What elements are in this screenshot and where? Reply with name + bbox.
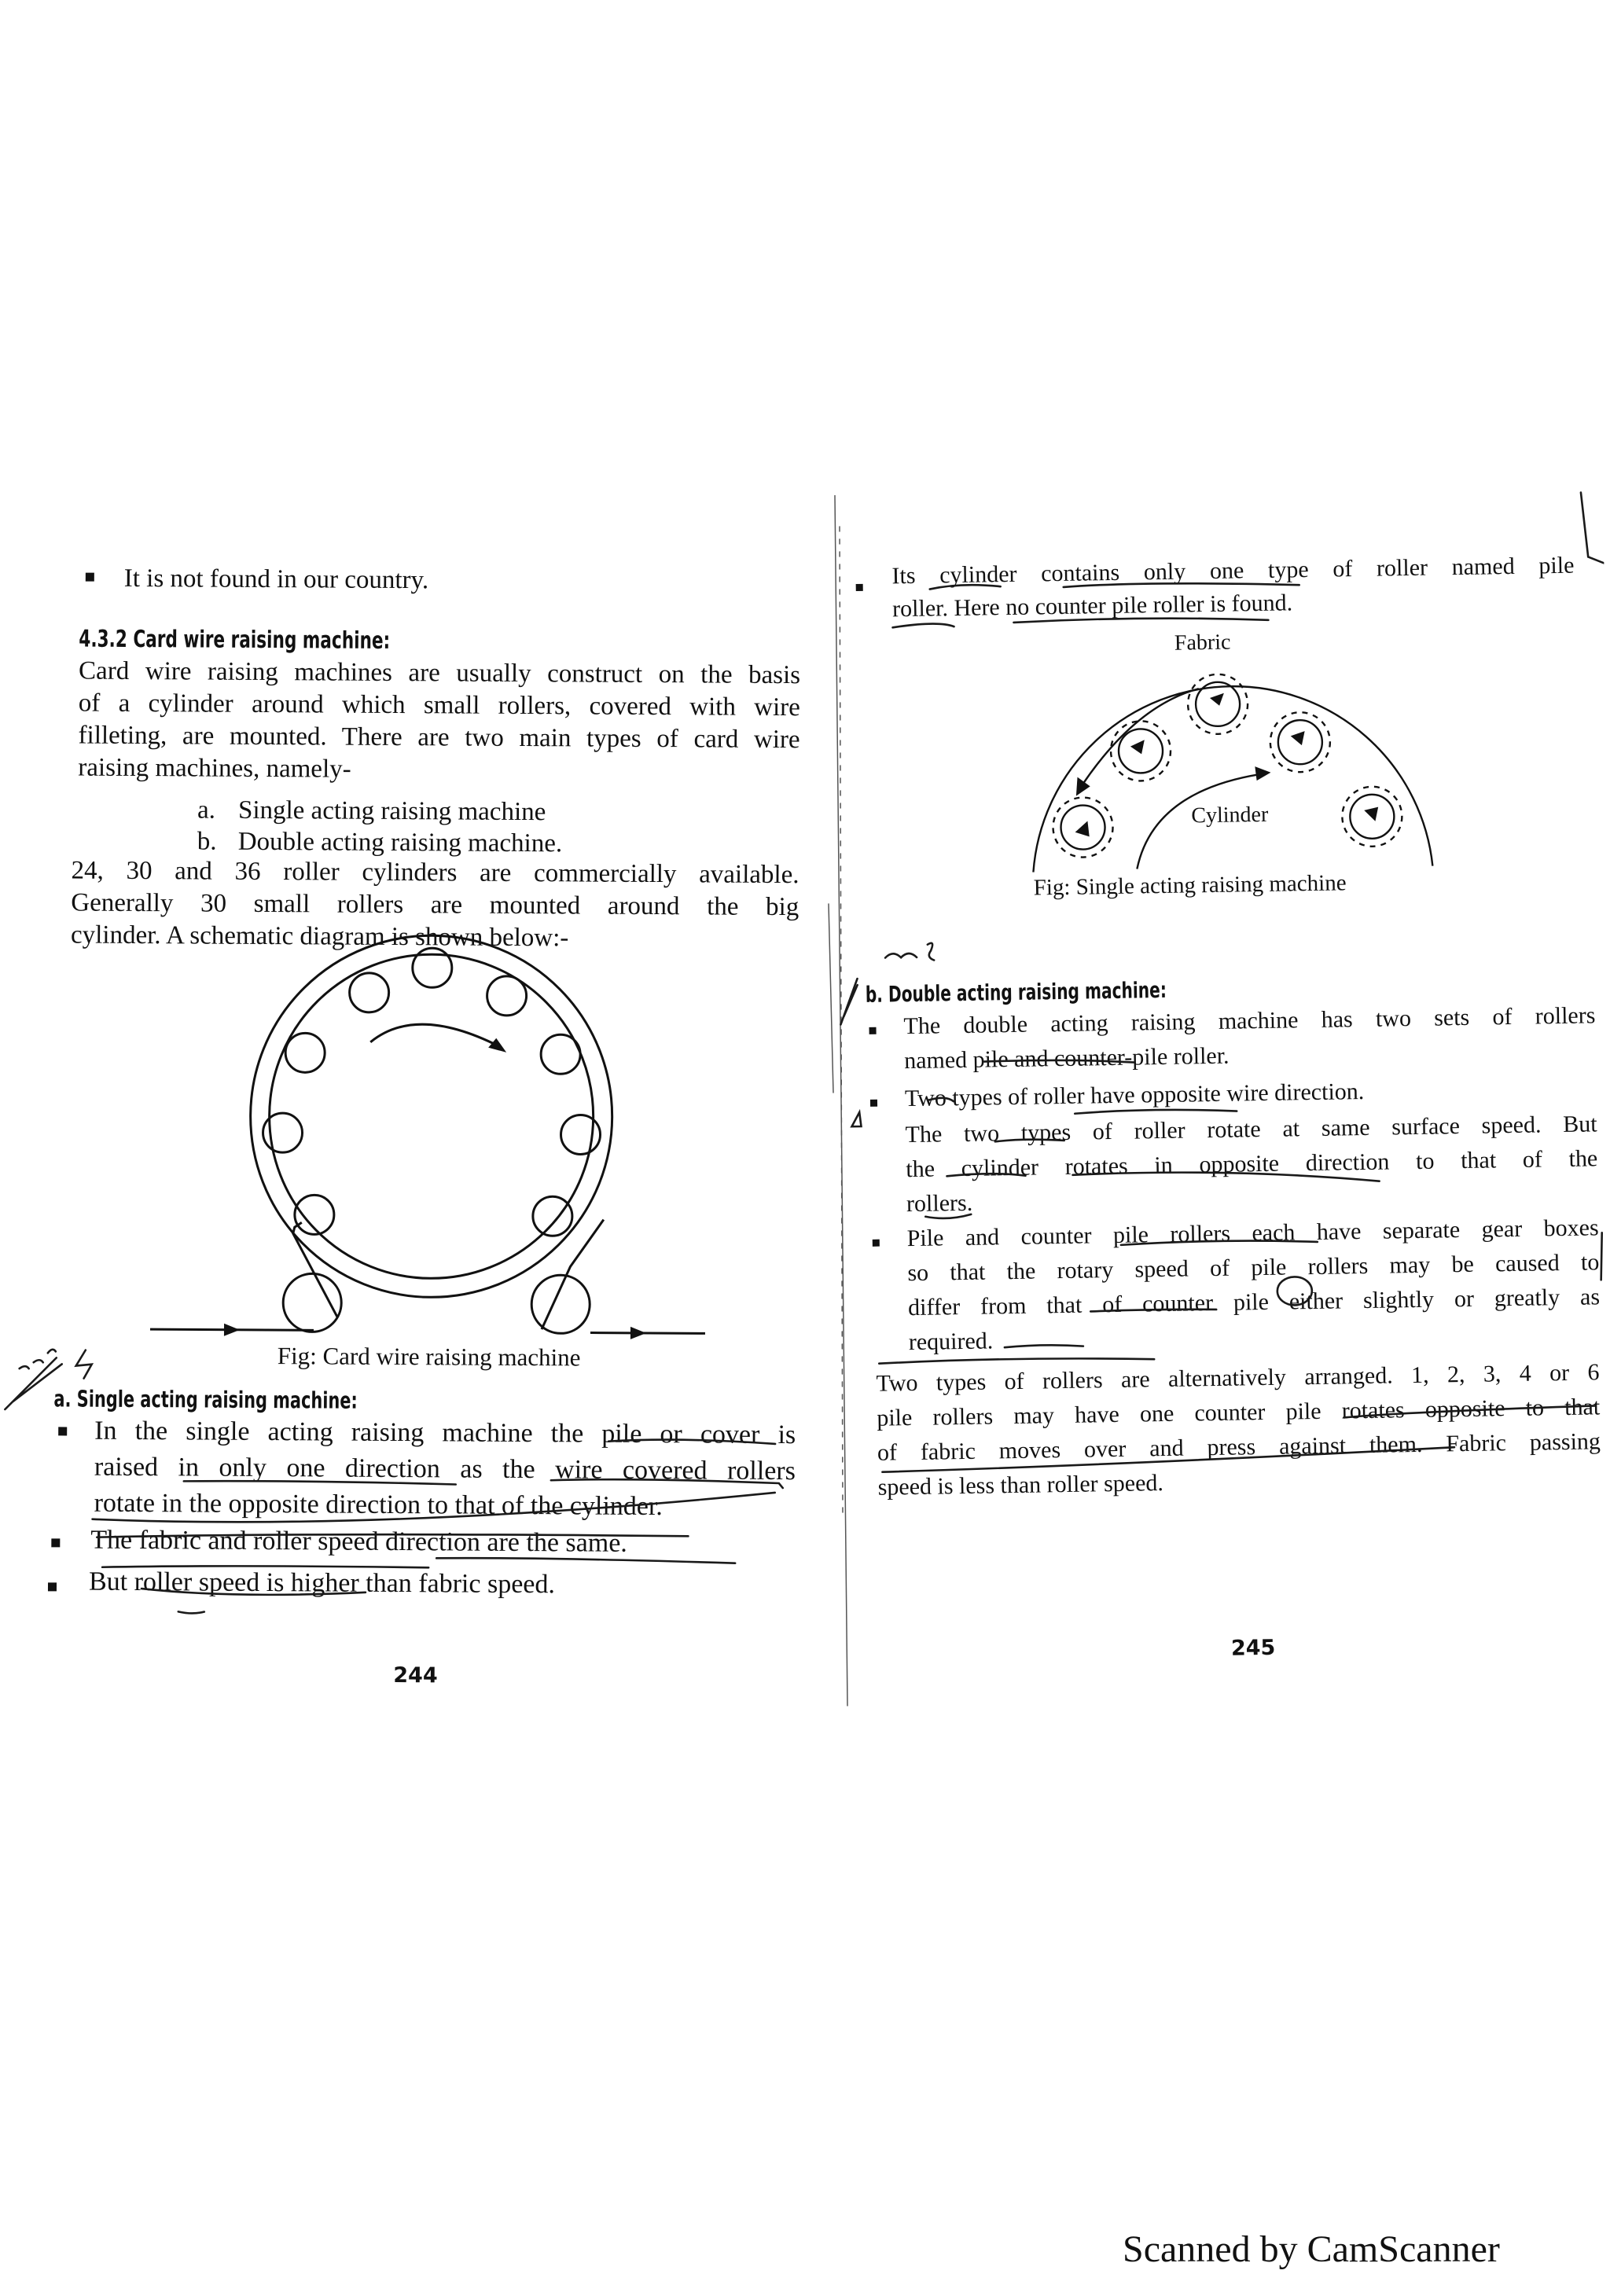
bullet-line: In the single acting raising machine the pile or cover is <box>94 1416 796 1450</box>
type-item: Single acting raising machine <box>237 795 546 827</box>
bullet-line: required. <box>908 1328 994 1356</box>
right-page <box>818 6 1610 2296</box>
figure-caption: Fig: Single acting raising machine <box>1033 870 1347 901</box>
section-heading: 4.3.2 Card wire raising machine: <box>79 625 391 655</box>
page-number: 245 <box>1230 1635 1276 1661</box>
paragraph-line: speed is less than roller speed. <box>877 1470 1164 1501</box>
type-marker: a. <box>197 795 216 825</box>
page-number: 244 <box>393 1663 438 1688</box>
paragraph-line: pile rollers may have one counter pile rotates opposite to that <box>877 1394 1601 1431</box>
bullet-item: The fabric and roller speed direction are the same. <box>90 1525 627 1558</box>
subheading-double-acting: b. Double acting raising machine: <box>865 976 1167 1008</box>
figure-caption: Fig: Card wire raising machine <box>277 1342 581 1372</box>
bullet-line: so that the rotary speed of pile rollers may be caused to <box>907 1249 1600 1287</box>
cylinder-label: Cylinder <box>1191 802 1269 828</box>
handwritten-marks <box>818 6 1610 2296</box>
type-item: Double acting raising machine. <box>237 827 563 858</box>
paragraph-line: cylinder. A schematic diagram is shown below:- <box>70 920 569 953</box>
paragraph-line: 24, 30 and 36 roller cylinders are commercially available. <box>71 856 799 890</box>
bullet-line: the cylinder rotates in opposite direction to that of the <box>906 1145 1598 1183</box>
bullet-line: rotate in the opposite direction to that of the cylinder. <box>94 1488 663 1522</box>
paragraph-line: raising machines, namely- <box>78 753 351 784</box>
bullet-item: But roller speed is higher than fabric speed. <box>88 1567 556 1600</box>
subheading-single-acting: a. Single acting raising machine: <box>53 1385 358 1414</box>
bullet-line: Its cylinder contains only one type of roller named pile <box>891 552 1575 590</box>
paragraph-line: of fabric moves over and press against them. Fabric passing <box>877 1428 1601 1466</box>
bullet-line: named pile and counter-pile roller. <box>903 1042 1230 1075</box>
bullet-item: Two types of roller have opposite wire direction. <box>904 1078 1365 1112</box>
bullet-line: differ from that of counter pile either slightly or greatly as <box>907 1284 1601 1321</box>
paragraph-line: filleting, are mounted. There are two main types of card wire <box>78 721 800 755</box>
paragraph-line: Card wire raising machines are usually construct on the basis <box>78 656 801 690</box>
bullet-line: rollers. <box>906 1189 973 1218</box>
type-marker: b. <box>197 827 217 856</box>
bullet-line: raised in only one direction as the wire covered rollers <box>94 1452 796 1486</box>
fabric-label: Fabric <box>1174 630 1231 656</box>
bullet-line: roller. Here no counter pile roller is found. <box>891 590 1293 623</box>
paragraph-line: Generally 30 small rollers are mounted around the big <box>71 888 799 922</box>
paragraph-line: of a cylinder around which small rollers, covered with wire <box>78 689 800 722</box>
intro-bullet-text: It is not found in our country. <box>123 564 429 595</box>
bullet-line: Pile and counter pile rollers each have separate gear boxes <box>906 1214 1599 1252</box>
paragraph-line: Two types of rollers are alternatively arranged. 1, 2, 3, 4 or 6 <box>876 1359 1600 1397</box>
bullet-line: The double acting raising machine has two sets of rollers <box>903 1002 1596 1040</box>
scanner-watermark: Scanned by CamScanner <box>1123 2228 1500 2270</box>
bullet-line: The two types of roller rotate at same surface speed. But <box>905 1111 1597 1148</box>
